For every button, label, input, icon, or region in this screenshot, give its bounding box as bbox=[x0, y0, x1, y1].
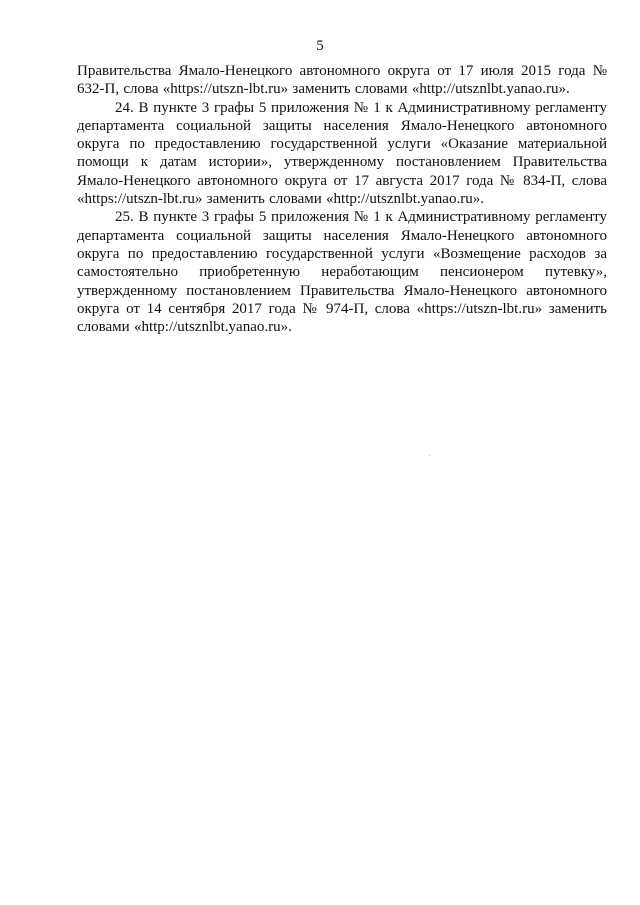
document-body bbox=[77, 62, 607, 336]
paragraph-item-25: 25. В пункте 3 графы 5 приложения № 1 к Административному регламенту департамента социальной защиты населения Ямало-Ненецкого автономного округа по предоставлению государственной услуги «Возмещение расходов за самостоятельно приобретенную неработающим пенсионером путевку», утвержденному постановлением Правительства Ямало-Ненецкого автономного округа от 14 сентября 2017 года № 974-П, слова «https://utszn-lbt.ru» заменить словами «http://utsznlbt.yanao.ru». bbox=[77, 209, 607, 336]
scan-speck bbox=[429, 455, 430, 456]
page-number: 5 bbox=[316, 38, 324, 54]
paragraph-continuation: Правительства Ямало-Ненецкого автономного округа от 17 июля 2015 года № 632-П, слова «https://utszn-lbt.ru» заменить словами «http://utsznlbt.yanao.ru». bbox=[77, 63, 607, 98]
paragraph-item-24: 24. В пункте 3 графы 5 приложения № 1 к Административному регламенту департамента социальной защиты населения Ямало-Ненецкого автономного округа по предоставлению государственной услуги «Оказание материальной помощи к датам истории», утвержденному постановлением Правительства Ямало-Ненецкого автономного округа от 17 августа 2017 года № 834-П, слова «https://utszn-lbt.ru» заменить словами «http://utsznlbt.yanao.ru». bbox=[77, 99, 607, 208]
